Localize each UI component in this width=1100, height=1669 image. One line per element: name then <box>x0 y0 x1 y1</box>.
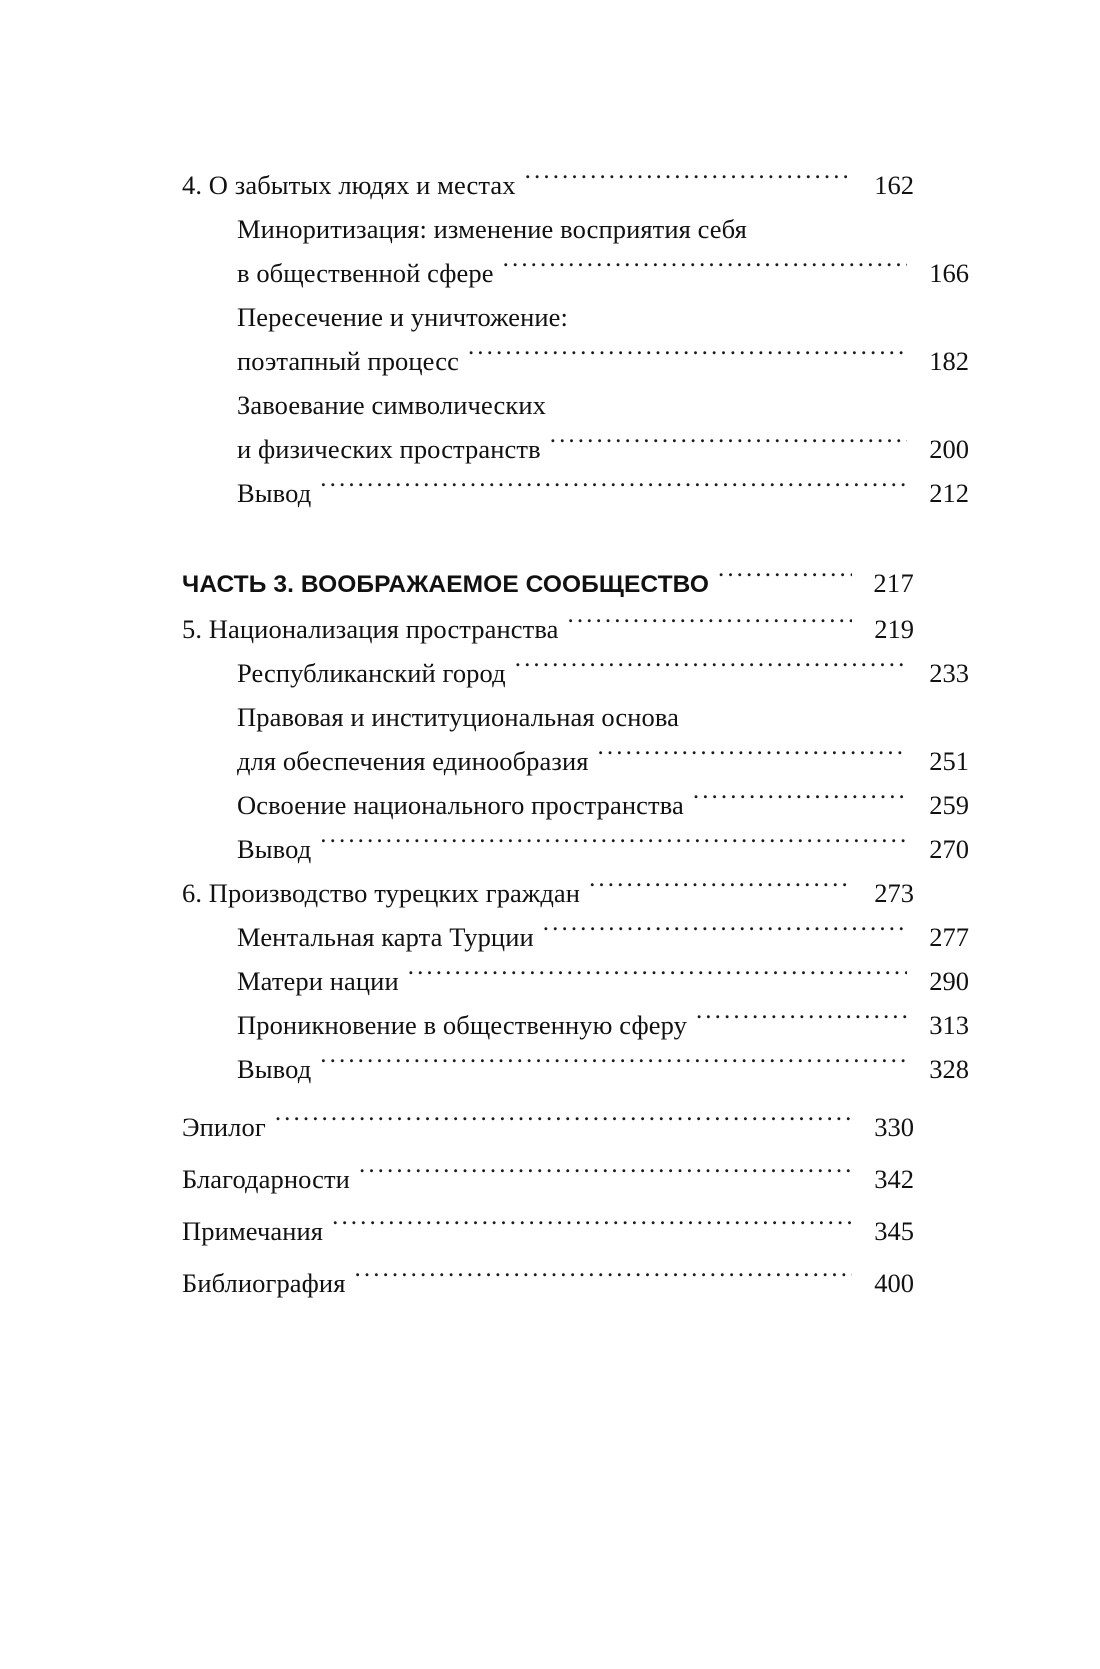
dot-leader <box>525 168 852 195</box>
toc-entry-page-number: 270 <box>929 834 969 864</box>
toc-entry-label: Республиканский город <box>237 658 506 688</box>
toc-entry-label: Матери нации <box>237 966 399 996</box>
toc-entry-label: Проникновение в общественную сферу <box>237 1010 687 1040</box>
toc-entry-page-number: 219 <box>874 614 914 644</box>
toc-entry-label: Библиография <box>182 1268 346 1298</box>
toc-entry-page-number: 212 <box>929 478 969 508</box>
toc-entry-page-number: 345 <box>874 1216 914 1246</box>
section-spacer <box>182 1253 914 1261</box>
toc-entry-page-number: 328 <box>929 1054 969 1084</box>
toc-entry-page-number: 233 <box>929 658 969 688</box>
toc-entry-ch5-sub3[interactable] <box>182 783 969 827</box>
toc-entry-page-number: 277 <box>929 922 969 952</box>
dot-leader <box>320 476 907 503</box>
dot-leader <box>468 344 907 371</box>
toc-entry-ch4-sub1-line2[interactable] <box>182 251 969 295</box>
toc-entry-label: Благодарности <box>182 1164 350 1194</box>
toc-entry-page-number: 200 <box>929 434 969 464</box>
toc-entry-ch5-sub1[interactable] <box>182 651 969 695</box>
toc-entry-ch5-conclusion[interactable] <box>182 827 969 871</box>
toc-entry-label: Вывод <box>237 1054 312 1084</box>
toc-entry-bibliography[interactable] <box>182 1261 914 1305</box>
dot-leader <box>320 832 907 859</box>
toc-entry-ch4-sub3-line2[interactable] <box>182 427 969 471</box>
dot-leader <box>567 612 852 639</box>
toc-part-label: ЧАСТЬ 3. ВООБРАЖАЕМОЕ СООБЩЕСТВО <box>182 571 709 598</box>
toc-entry-page-number: 259 <box>929 790 969 820</box>
toc-entry-label: Ментальная карта Турции <box>237 922 534 952</box>
toc-entry-label: 4. О забытых людях и местах <box>182 170 516 200</box>
dot-leader <box>332 1214 852 1241</box>
toc-entry-page-number: 182 <box>929 346 969 376</box>
section-spacer <box>182 1201 914 1209</box>
toc-entry-label: Вывод <box>237 478 312 508</box>
dot-leader <box>589 876 852 903</box>
toc-entry-label: 6. Производство турецких граждан <box>182 878 581 908</box>
toc-entry-label: Пересечение и уничтожение: <box>237 302 568 332</box>
toc-entry-epilogue[interactable] <box>182 1105 914 1149</box>
toc-entry-ch6[interactable] <box>182 871 914 915</box>
dot-leader <box>693 788 907 815</box>
toc-entry-part-3[interactable] <box>182 561 914 607</box>
toc-entry-page-number: 313 <box>929 1010 969 1040</box>
dot-leader <box>598 744 907 771</box>
dot-leader <box>503 256 907 283</box>
toc-entry-label: 5. Национализация пространства <box>182 614 559 644</box>
toc-entry-label: Вывод <box>237 834 312 864</box>
toc-entry-label: Миноритизация: изменение восприятия себя <box>237 214 747 244</box>
toc-entry-label: для обеспечения единообразия <box>237 746 589 776</box>
toc-entry-ch5[interactable] <box>182 607 914 651</box>
toc-entry-ch4-conclusion[interactable] <box>182 471 969 515</box>
toc-entry-label: и физических пространств <box>237 434 541 464</box>
toc-entry-label: Освоение национального пространства <box>237 790 684 820</box>
toc-entry-label: в общественной сфере <box>237 258 494 288</box>
dot-leader <box>408 964 907 991</box>
section-spacer <box>182 1149 914 1157</box>
toc-entry-label: Примечания <box>182 1216 324 1246</box>
toc-entry-acknowledgements[interactable] <box>182 1157 914 1201</box>
toc-entry-page-number: 217 <box>873 568 914 598</box>
section-spacer <box>182 1091 914 1105</box>
toc-entry-ch6-conclusion[interactable] <box>182 1047 969 1091</box>
toc-entry-page-number: 251 <box>929 746 969 776</box>
toc-entry-page-number: 400 <box>874 1268 914 1298</box>
table-of-contents <box>182 163 969 1305</box>
toc-entry-page-number: 162 <box>874 170 914 200</box>
toc-entry-ch4-sub2-line2[interactable] <box>182 339 969 383</box>
toc-entry-notes[interactable] <box>182 1209 914 1253</box>
dot-leader <box>275 1110 852 1137</box>
toc-entry-label: Правовая и институциональная основа <box>237 702 680 732</box>
toc-entry-page-number: 342 <box>874 1164 914 1194</box>
dot-leader <box>543 920 907 947</box>
toc-entry-page-number: 330 <box>874 1112 914 1142</box>
toc-entry-ch5-sub2-line1[interactable] <box>182 695 969 739</box>
toc-entry-label: Завоевание символических <box>237 390 546 420</box>
toc-entry-ch6-sub2[interactable] <box>182 959 969 1003</box>
toc-entry-label: Эпилог <box>182 1112 266 1142</box>
dot-leader <box>696 1008 907 1035</box>
toc-entry-ch4-sub1-line1[interactable] <box>182 207 969 251</box>
toc-entry-label: поэтапный процесс <box>237 346 459 376</box>
dot-leader <box>355 1266 853 1293</box>
toc-entry-ch5-sub2-line2[interactable] <box>182 739 969 783</box>
toc-entry-ch4-sub3-line1[interactable] <box>182 383 969 427</box>
toc-entry-ch4-sub2-line1[interactable] <box>182 295 969 339</box>
dot-leader <box>320 1052 907 1079</box>
dot-leader <box>718 568 852 593</box>
toc-entry-ch6-sub1[interactable] <box>182 915 969 959</box>
toc-entry-ch6-sub3[interactable] <box>182 1003 969 1047</box>
toc-entry-page-number: 273 <box>874 878 914 908</box>
dot-leader <box>550 432 907 459</box>
toc-entry-page-number: 290 <box>929 966 969 996</box>
dot-leader <box>359 1162 852 1189</box>
section-spacer <box>182 515 914 561</box>
toc-entry-page-number: 166 <box>929 258 969 288</box>
dot-leader <box>515 656 907 683</box>
toc-entry-ch4[interactable] <box>182 163 914 207</box>
